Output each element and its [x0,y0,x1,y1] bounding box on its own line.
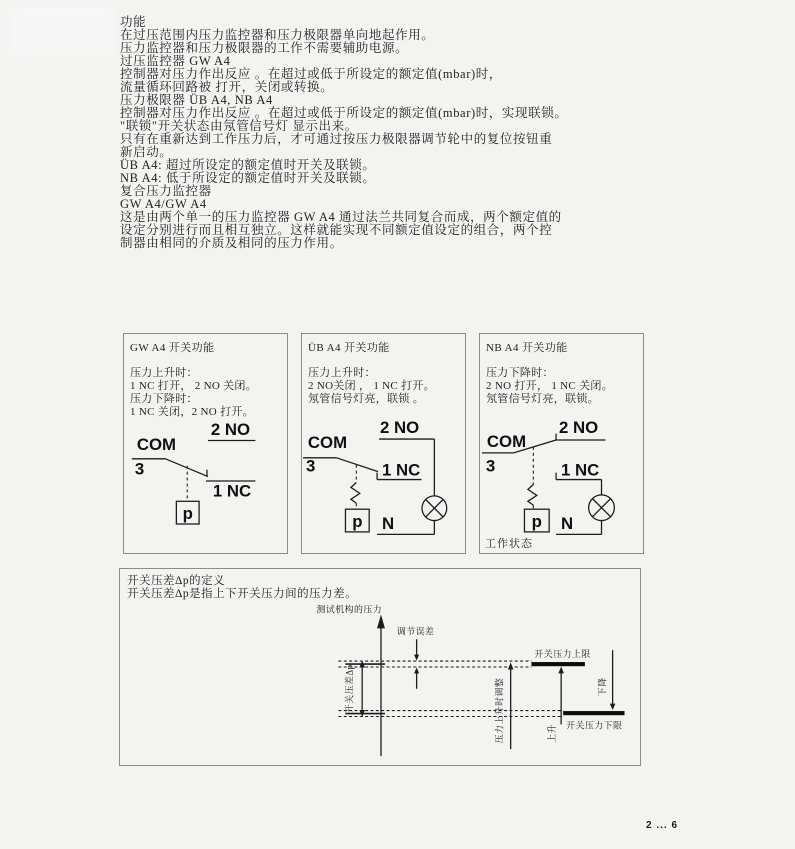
page-number: 2 ... 6 [646,820,679,831]
intro-text-block [120,16,567,250]
intro-line: 压力监控器和压力极限器的工作不需要辅助电源。 [120,41,409,55]
switch-arm [337,458,378,472]
label-2no: 2 NO [380,418,420,438]
diff-chart-subtitle: 开关压差Δp是指上下开关压力间的压力差。 [127,588,358,600]
desc-line: 1 NC 打开， 2 NO 关闭。 [130,380,258,392]
label-3: 3 [485,456,496,476]
gw-a4-switch-diagram [124,334,287,553]
intro-line: 流量循环回路被 打开，关闭或转换。 [120,80,334,94]
box-title: GW A4 开关功能 [130,342,215,354]
ub-a4-switch-diagram [302,334,465,553]
intro-line: 压力极限器 ÜB A4, NB A4 [120,93,273,107]
intro-line: 控制器对压力作出反应 。在超过或低于所设定的额定值(mbar)时，实现联锁。 [120,106,568,120]
intro-line: 控制器对压力作出反应 。在超过或低于所设定的额定值(mbar)时， [120,67,502,81]
desc-line: 2 NO关闭 ， 1 NC 打开。 [308,380,436,392]
label-p: p [352,511,363,531]
label-1nc: 1 NC [561,460,600,480]
diff-pressure-diagram [120,569,640,765]
intro-line: "联锁"开关状态由氖管信号灯 显示出来。 [120,119,358,133]
intro-line: 过压监控器 GW A4 [120,54,231,68]
axis-label: 测试机构的压力 [316,604,383,615]
intro-line: 这是由两个单一的压力监控器 GW A4 通过法兰共同复合而成，两个额定值的 [120,210,562,224]
intro-line: NB A4: 低于所设定的额定值时开关及联锁。 [120,171,376,185]
desc-line: 氖管信号灯亮，联锁。 [486,393,599,405]
label-2no: 2 NO [559,418,599,438]
desc-line: 1 NC 关闭，2 NO 打开。 [130,406,254,418]
rising-adjust-label: 压力上升时调整 [494,677,505,744]
axis-arrowhead [377,615,385,629]
label-1nc: 1 NC [212,481,252,501]
box-title: ÜB A4 开关功能 [308,342,390,354]
spring-symbol [528,484,537,505]
label-3: 3 [134,459,145,479]
desc-line: 压力下降时： [486,367,554,379]
rising-adjust-arrowhead [508,663,514,670]
desc-line: 压力上升时： [308,367,376,379]
desc-line: 氖管信号灯亮，联锁 。 [308,393,425,405]
rising-arrowhead [558,667,564,674]
ub-a4-function-box [301,333,466,554]
intro-line: 设定分别进行而且相互独立。这样就能实现不同额定值设定的组合，两个控 [120,223,553,237]
box-title: NB A4 开关功能 [486,342,568,354]
intro-line: GW A4/GW A4 [120,197,207,211]
intro-line: ÜB A4: 超过所设定的额定值时开关及联锁。 [120,158,376,172]
falling-arrowhead [610,704,616,710]
label-n: N [382,513,395,533]
label-com: COM [486,431,527,451]
delta-p-label: 开关压差Δp [344,664,355,714]
desc-line: 2 NO 打开， 1 NC 关闭。 [486,380,614,392]
tolerance-arrowhead-up [414,667,419,673]
gw-a4-function-box [123,333,288,554]
intro-line: 制器由相同的介质及相同的压力作用。 [120,236,343,250]
tolerance-label: 调节误差 [396,626,435,637]
desc-line: 压力下降时： [130,393,198,405]
intro-line: 复合压力监控器 [120,184,212,198]
diff-pressure-box [119,568,641,766]
falling-label: 下降 [597,677,608,697]
label-2no: 2 NO [210,420,251,440]
label-3: 3 [305,456,316,476]
label-p: p [531,511,542,531]
diff-chart-title: 开关压差Δp的定义 [127,575,226,587]
upper-limit-label: 开关压力上限 [534,649,591,660]
intro-line: 新启动。 [120,145,173,159]
scan-edge-highlight [8,6,116,56]
upper-limit-bar [531,662,584,666]
nb-a4-switch-diagram [480,334,643,553]
nb-a4-function-box [479,333,644,554]
intro-line: 在过压范围内压力监控器和压力极限器单向地起作用。 [120,28,435,42]
spring-symbol [351,483,360,504]
label-n: N [561,513,574,533]
lower-limit-label: 开关压力下限 [566,720,623,731]
label-p: p [182,504,193,524]
intro-line: 功能 [120,15,147,29]
desc-line: 压力上升时： [130,367,198,379]
intro-line: 只有在重新达到工作压力后，才可通过按压力极限器调节轮中的复位按钮重 [120,132,553,146]
working-state-label: 工作状态 [485,538,533,550]
label-1nc: 1 NC [382,460,421,480]
rising-label: 上升 [547,723,558,743]
label-com: COM [307,432,348,452]
tolerance-arrowhead-down [414,655,419,661]
lower-limit-bar [563,711,624,715]
label-com: COM [136,434,176,454]
